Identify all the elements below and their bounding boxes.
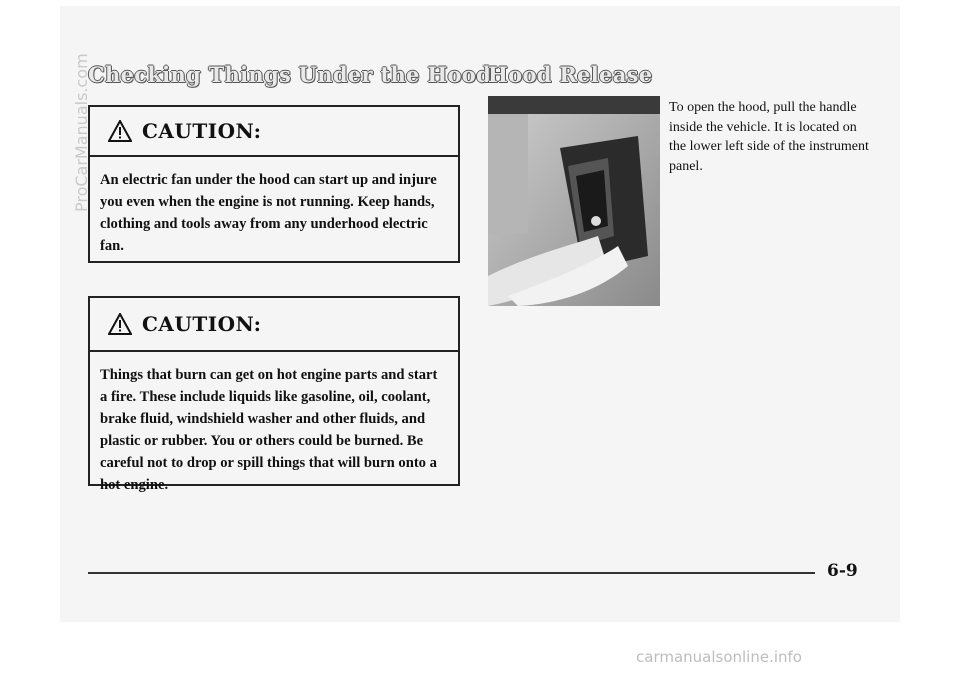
site-footer-link[interactable]: carmanualsonline.info bbox=[636, 648, 802, 666]
hood-release-instructions: To open the hood, pull the handle inside the vehicle. It is located on the lower left side of the instrument panel. bbox=[669, 100, 869, 174]
caution-box-hot-engine bbox=[88, 296, 460, 493]
page-number: 6-9 bbox=[827, 561, 858, 581]
warning-triangle-icon bbox=[108, 313, 132, 335]
caution-label: CAUTION: bbox=[142, 119, 262, 143]
caution-label: CAUTION: bbox=[142, 312, 262, 336]
caution-text: Things that burn can get on hot engine parts and start a fire. These include liquids like gasoline, oil, coolant, brake fluid, windshield washer and other fluids, and plastic or rubber. You or others could be burned. Be careful not to drop or spill things that will burn onto a hot engine. bbox=[100, 367, 438, 493]
section-heading-hood-release: Hood Release bbox=[488, 62, 653, 87]
footer-rule bbox=[88, 572, 815, 574]
caution-header bbox=[90, 107, 458, 157]
warning-triangle-icon bbox=[108, 120, 132, 142]
hood-release-photo bbox=[488, 96, 660, 306]
watermark: ProCarManuals.com bbox=[72, 53, 91, 212]
hood-release-handle-image bbox=[488, 96, 660, 306]
caution-header bbox=[90, 298, 458, 352]
caution-text: An electric fan under the hood can start up and injure you even when the engine is not running. Keep hands, clothing and tools away from any underhood electric fan. bbox=[100, 172, 437, 254]
section-heading-under-hood: Checking Things Under the Hood bbox=[88, 62, 492, 87]
caution-box-electric-fan bbox=[88, 105, 460, 263]
